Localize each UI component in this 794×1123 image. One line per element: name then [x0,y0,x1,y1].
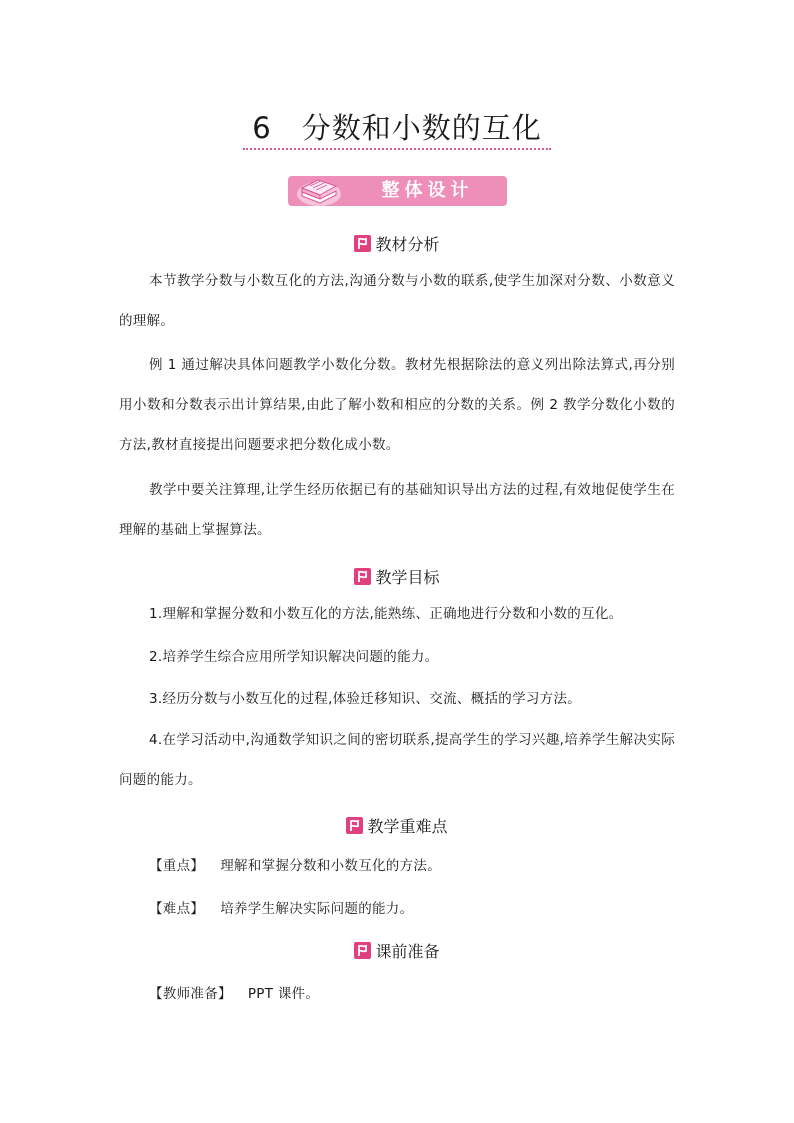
title-dotted-rule [243,148,551,150]
section-banner [288,176,507,206]
section-flag-icon [346,817,363,834]
hard-point-tag: 【难点】 [149,901,205,917]
heading-goals [0,565,794,589]
heading-prep-text: 课前准备 [375,942,440,961]
section-flag-icon [354,942,371,959]
hard-point-line [149,897,413,917]
goal-item-1: 1.理解和掌握分数和小数互化的方法,能熟练、正确地进行分数和小数的互化。 [149,606,623,622]
section-flag-icon [354,568,371,585]
title-text: 分数和小数的互化 [301,111,542,145]
goal-item-4: 4.在学习活动中,沟通数学知识之间的密切联系,提高学生的学习兴趣,培养学生解决实际问题的能力。 [119,732,675,788]
key-point-line [149,854,441,874]
key-point-tag: 【重点】 [149,858,205,874]
teacher-prep-line [149,982,319,1002]
teacher-prep-text: PPT 课件。 [247,986,320,1002]
page-title [0,106,794,147]
goal-item-3: 3.经历分数与小数互化的过程,体验迁移知识、交流、概括的学习方法。 [149,691,582,707]
analysis-paragraph-2: 例 1 通过解决具体问题教学小数化分数。教材先根据除法的意义列出除法算式,再分别用小数和分数表示出计算结果,由此了解小数和相应的分数的关系。例 2 教学分数化小数的方法,教材直接提出问题要求把分数化成小数。 [119,357,675,453]
heading-analysis-text: 教材分析 [375,235,440,254]
title-number: 6 [252,111,272,145]
heading-goals-text: 教学目标 [375,568,440,587]
goal-item-2: 2.培养学生综合应用所学知识解决问题的能力。 [149,649,439,665]
heading-analysis [0,232,794,256]
heading-prep [0,939,794,963]
teacher-prep-tag: 【教师准备】 [149,986,232,1002]
heading-keypoints-text: 教学重难点 [367,817,448,836]
banner-label: 整体设计 [381,180,474,201]
stacked-books-icon [294,170,344,208]
hard-point-text: 培养学生解决实际问题的能力。 [220,901,414,917]
section-flag-icon [354,235,371,252]
analysis-paragraph-3: 教学中要关注算理,让学生经历依据已有的基础知识导出方法的过程,有效地促使学生在理解的基础上掌握算法。 [119,482,675,538]
key-point-text: 理解和掌握分数和小数互化的方法。 [220,858,442,874]
heading-keypoints [0,814,794,838]
analysis-paragraph-1: 本节教学分数与小数互化的方法,沟通分数与小数的联系,使学生加深对分数、小数意义的理解。 [119,273,675,329]
